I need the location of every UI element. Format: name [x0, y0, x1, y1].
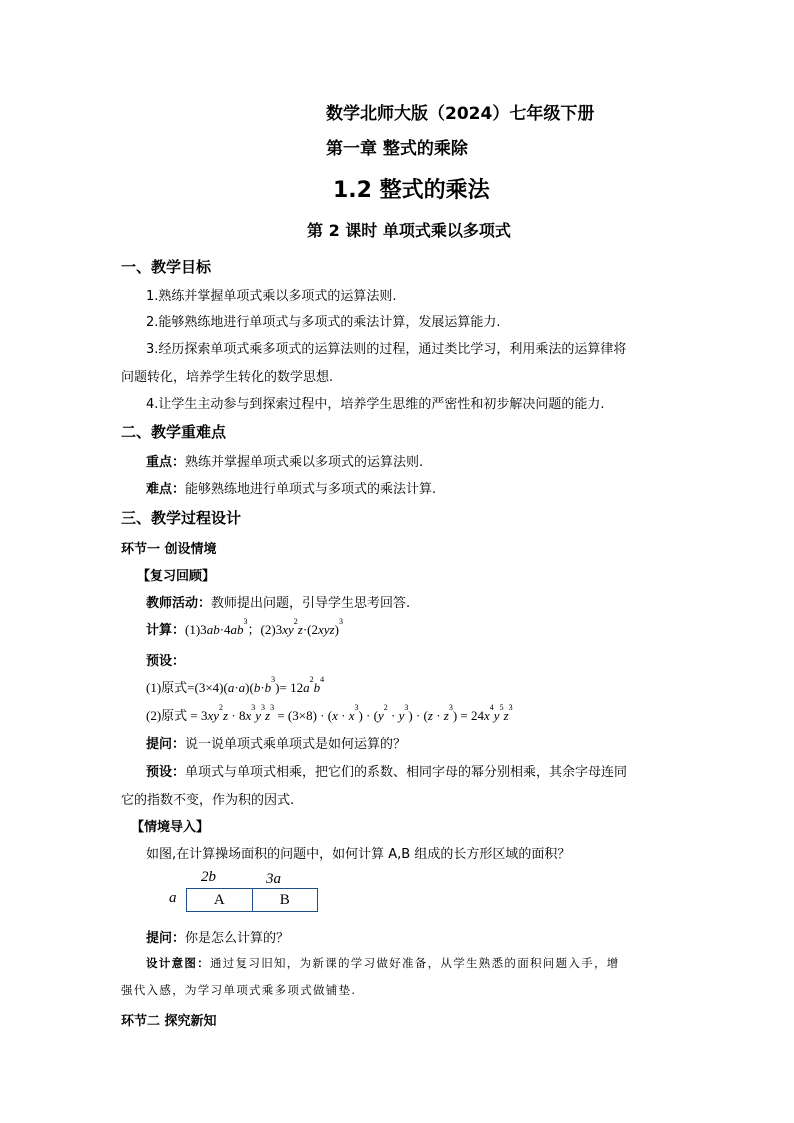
teacher-activity: [146, 592, 410, 611]
ask2-line: [146, 927, 289, 946]
ask2-label: 提问：: [146, 931, 186, 946]
preset2-cont: 它的指数不变，作为积的因式.: [121, 793, 295, 808]
focus-line: [146, 451, 423, 470]
scene-heading: 【情境导入】: [131, 820, 210, 835]
calc-line: [146, 619, 343, 638]
focus-text: 熟练并掌握单项式乘以多项式的运算法则.: [185, 455, 424, 470]
preset2-text: 单项式与单项式相乘，把它们的系数、相同字母的幂分别相乘，其余字母连同: [185, 765, 628, 780]
region-a: A: [187, 889, 253, 911]
section-heading-key-points: 二、教学重难点: [121, 423, 227, 441]
lesson-title: 第 2 课时 单项式乘以多项式: [307, 221, 511, 240]
teacher-label: 教师活动：: [146, 596, 212, 611]
preset2-line: [146, 761, 627, 780]
design-label: 设计意图：: [146, 956, 210, 970]
objective-3-cont: 问题转化，培养学生转化的数学思想.: [121, 370, 334, 385]
section-heading-process: 三、教学过程设计: [121, 509, 242, 527]
section-title: 1.2 整式的乘法: [333, 178, 490, 203]
figure-label-3a: 3a: [266, 871, 281, 887]
area-rectangle-figure: [186, 888, 318, 912]
teacher-text: 教师提出问题，引导学生思考回答.: [211, 596, 411, 611]
answer-2: (2)原式 = $3xy^2z \cdot 8x^3y^3z^3 = (3\times 8) \cdot (x \cdot x^3) \cdot (y^2 \cdot y^3) \cdot (z \cdot z^3) = 24x^4y^5z^3$: [146, 703, 513, 723]
design-intent-cont: 强代入感，为学习单项式乘多项式做铺垫.: [121, 983, 357, 997]
section-heading-objectives: 一、教学目标: [121, 258, 212, 276]
difficulty-text: 能够熟练地进行单项式与多项式的乘法计算.: [185, 482, 437, 497]
ask-label: 提问：: [146, 737, 186, 752]
objective-3: 3.经历探索单项式乘多项式的运算法则的过程，通过类比学习，利用乘法的运算律将: [146, 342, 627, 357]
objective-4: 4.让学生主动参与到探索过程中，培养学生思维的严密性和初步解决问题的能力.: [146, 397, 605, 412]
ask2-text: 你是怎么计算的？: [185, 931, 290, 946]
review-heading: 【复习回顾】: [137, 569, 216, 584]
step2-title: 环节二 探究新知: [121, 1014, 217, 1029]
answer-1: (1)原式$=(3\times 4)(a\cdot a)(b\cdot b^3)= 12a^2b^4$: [146, 675, 325, 695]
region-b: B: [279, 891, 290, 908]
step1-title: 环节一 创设情境: [121, 542, 217, 557]
scene-text: 如图,在计算操场面积的问题中，如何计算 A,B 组成的长方形区域的面积？: [146, 847, 571, 862]
ask-line: [146, 733, 406, 752]
calc-label: 计算：: [146, 623, 186, 638]
focus-label: 重点：: [146, 455, 186, 470]
book-title: 数学北师大版（2024）七年级下册: [326, 104, 595, 124]
objective-1: 1.熟练并掌握单项式乘以多项式的运算法则.: [146, 289, 397, 304]
difficulty-line: [146, 478, 436, 497]
preset2-label: 预设：: [146, 765, 186, 780]
preset-label: 预设：: [146, 654, 186, 669]
chapter-title: 第一章 整式的乘除: [326, 139, 468, 159]
difficulty-label: 难点：: [146, 482, 186, 497]
figure-label-a: a: [169, 890, 177, 906]
design-intent-line: [146, 955, 620, 971]
figure-label-2b: 2b: [201, 869, 216, 885]
design-text: 通过复习旧知，为新课的学习做好准备，从学生熟悉的面积问题入手，增: [210, 956, 620, 970]
objective-2: 2.能够熟练地进行单项式与多项式的乘法计算，发展运算能力.: [146, 315, 501, 330]
ask-text: 说一说单项式乘单项式是如何运算的？: [185, 737, 407, 752]
calc-expression: $(1)3ab\cdot 4ab^3$；$(2)3xy^2z\cdot(2xyz)^3$: [185, 617, 343, 637]
